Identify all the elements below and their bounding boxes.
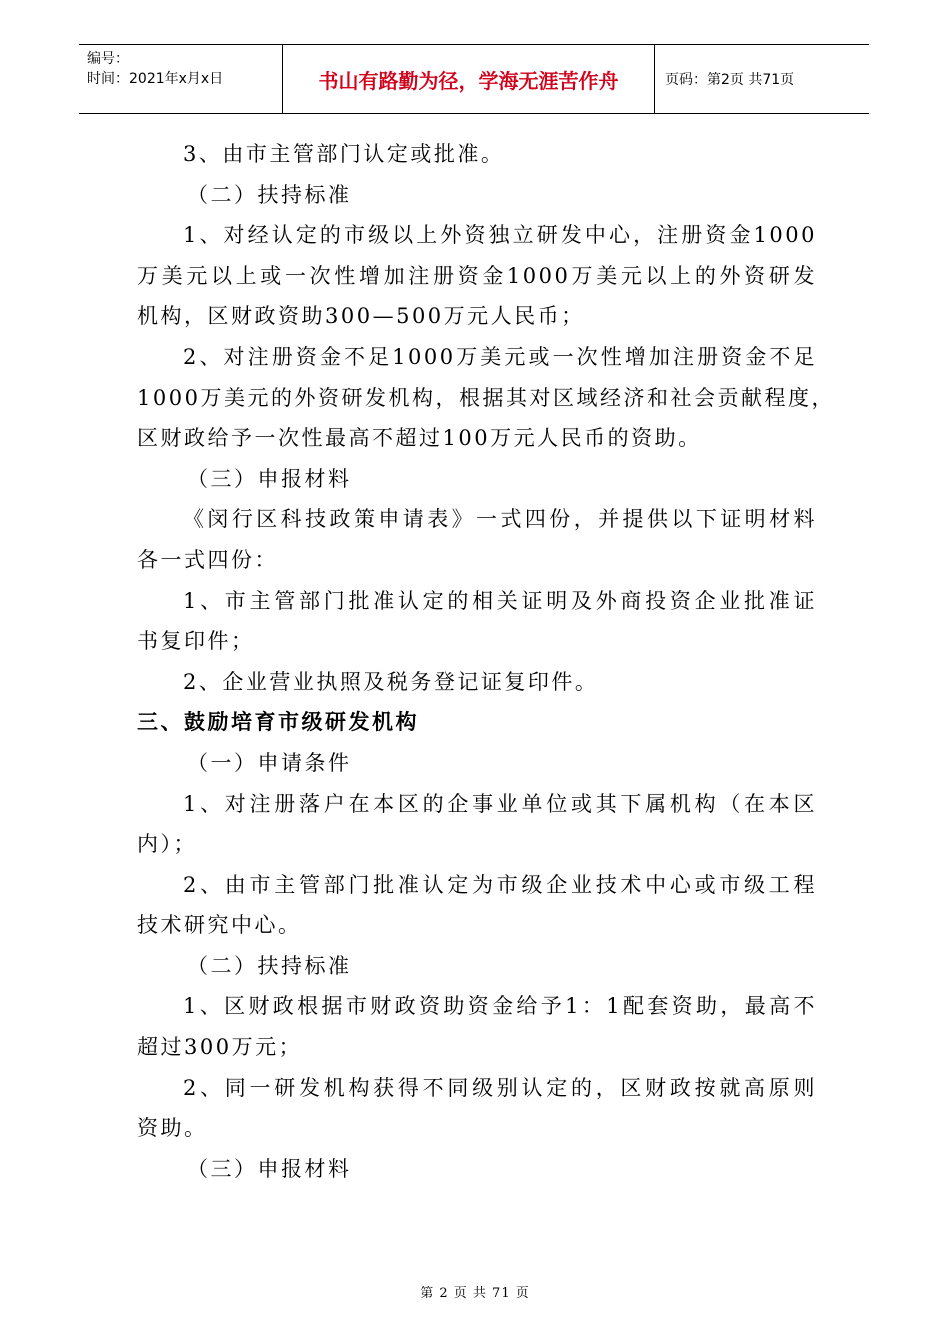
paragraph-line: 3、由市主管部门认定或批准。 — [183, 142, 505, 166]
section-subheading: （三）申报材料 — [187, 1156, 352, 1181]
paragraph-line: 各一式四份： — [137, 547, 278, 572]
page-footer: 第 2 页 共 71 页 — [420, 1286, 530, 1301]
paragraph-line: 机构，区财政资助300—500万元人民币； — [137, 304, 585, 329]
header-page-info: 页码：第2页 共71页 — [655, 44, 869, 114]
document-date: 时间：2021年x月x日 — [87, 71, 224, 87]
paragraph-line: 2、对注册资金不足1000万美元或一次性增加注册资金不足 — [183, 344, 817, 369]
paragraph-line: 书复印件； — [137, 629, 255, 654]
paragraph-line: 1、对经认定的市级以上外资独立研发中心，注册资金1000 — [183, 223, 817, 248]
paragraph-line: 技术研究中心。 — [137, 913, 302, 938]
paragraph-line: 万美元以上或一次性增加注册资金1000万美元以上的外资研发 — [137, 263, 817, 288]
section-subheading: （三）申报材料 — [187, 466, 352, 491]
document-number-label: 编号： — [87, 51, 129, 67]
header-meta — [79, 44, 283, 114]
section-subheading: （二）扶持标准 — [187, 182, 352, 207]
paragraph-line: 2、企业营业执照及税务登记证复印件。 — [183, 669, 599, 694]
paragraph-line: 1、对注册落户在本区的企事业单位或其下属机构（在本区 — [183, 791, 817, 816]
document-body — [137, 134, 835, 1189]
section-subheading: （一）申请条件 — [187, 750, 352, 775]
header-motto: 书山有路勤为径，学海无涯苦作舟 — [283, 44, 655, 114]
paragraph-line: 超过300万元； — [137, 1035, 303, 1060]
paragraph-line: 1、区财政根据市财政资助资金给予1：1配套资助，最高不 — [183, 994, 817, 1019]
section-heading: 三、鼓励培育市级研发机构 — [137, 710, 419, 735]
paragraph-line: 内）； — [137, 832, 197, 857]
section-subheading: （二）扶持标准 — [187, 953, 352, 978]
paragraph-line: 2、同一研发机构获得不同级别认定的，区财政按就高原则 — [183, 1075, 817, 1100]
paragraph-line: 1000万美元的外资研发机构，根据其对区域经济和社会贡献程度， — [137, 385, 835, 410]
paragraph-line: 《闵行区科技政策申请表》一式四份，并提供以下证明材料 — [183, 507, 817, 532]
paragraph-line: 2、由市主管部门批准认定为市级企业技术中心或市级工程 — [183, 872, 817, 897]
page-header — [79, 44, 869, 114]
paragraph-line: 区财政给予一次性最高不超过100万元人民币的资助。 — [137, 426, 702, 451]
paragraph-line: 资助。 — [137, 1116, 208, 1141]
paragraph-line: 1、市主管部门批准认定的相关证明及外商投资企业批准证 — [183, 588, 817, 613]
